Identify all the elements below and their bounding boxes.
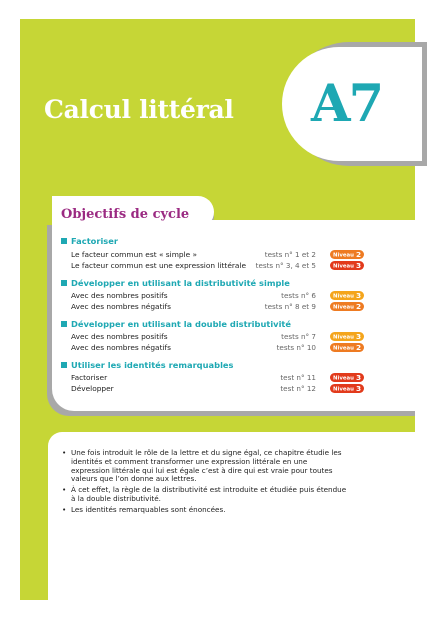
- section-title: Développer en utilisant la double distributivité: [61, 319, 291, 329]
- level-badge: Niveau 3: [330, 291, 364, 300]
- test-reference: tests n° 3, 4 et 5: [255, 261, 316, 270]
- chapter-code: A7: [311, 74, 383, 134]
- notes-item: • À cet effet, la règle de la distributivité est introduite et étudiée puis étendue à la double distributivité.: [62, 485, 347, 503]
- bullet-dot-icon: •: [62, 485, 67, 495]
- section-title: Développer en utilisant la distributivité simple: [61, 278, 290, 288]
- bullet-square-icon: [61, 280, 67, 286]
- bullet-dot-icon: •: [62, 504, 67, 514]
- objective-label: Le facteur commun est « simple »: [71, 250, 198, 259]
- notes-item: • Une fois introduit le rôle de la lettre et du signe égal, ce chapitre étudie les identités et comment transformer une expression littérale en une expression littérale qui lui est égale c’est à dire qui est vraie pour toutes valeurs que l’on donne aux lettres.: [62, 448, 342, 484]
- notes-item: • Les identités remarquables sont énoncées.: [62, 504, 226, 514]
- objective-label: Avec des nombres négatifs: [71, 343, 171, 352]
- test-reference: tests n° 6: [281, 291, 316, 300]
- level-badge: Niveau 3: [330, 373, 364, 382]
- section-title: Utiliser les identités remarquables: [61, 360, 233, 370]
- objectives-card: [52, 220, 420, 411]
- test-reference: test n° 11: [280, 373, 316, 382]
- level-badge: Niveau 3: [330, 261, 364, 270]
- objective-label: Le facteur commun est une expression littérale: [71, 261, 247, 270]
- notes-list: [62, 449, 347, 517]
- test-reference: test n° 12: [280, 384, 316, 393]
- bullet-dot-icon: •: [62, 448, 67, 457]
- level-badge: Niveau 2: [330, 302, 364, 311]
- objective-label: Avec des nombres positifs: [71, 332, 168, 341]
- chapter-title: Calcul littéral: [44, 95, 234, 124]
- level-badge: Niveau 3: [330, 332, 364, 341]
- section-title: Factoriser: [61, 236, 118, 246]
- level-badge: Niveau 2: [330, 343, 364, 352]
- bullet-square-icon: [61, 321, 67, 327]
- test-reference: tests n° 1 et 2: [264, 250, 316, 259]
- level-badge: Niveau 3: [330, 384, 364, 393]
- bullet-square-icon: [61, 362, 67, 368]
- objective-label: Avec des nombres négatifs: [71, 302, 171, 311]
- test-reference: tests n° 8 et 9: [264, 302, 316, 311]
- test-reference: tests n° 10: [276, 343, 316, 352]
- objectives-heading: Objectifs de cycle: [61, 207, 190, 222]
- objective-label: Développer: [71, 384, 114, 393]
- bullet-square-icon: [61, 238, 67, 244]
- objective-label: Avec des nombres positifs: [71, 291, 168, 300]
- test-reference: tests n° 7: [281, 332, 316, 341]
- objective-label: Factoriser: [71, 373, 108, 382]
- level-badge: Niveau 2: [330, 250, 364, 259]
